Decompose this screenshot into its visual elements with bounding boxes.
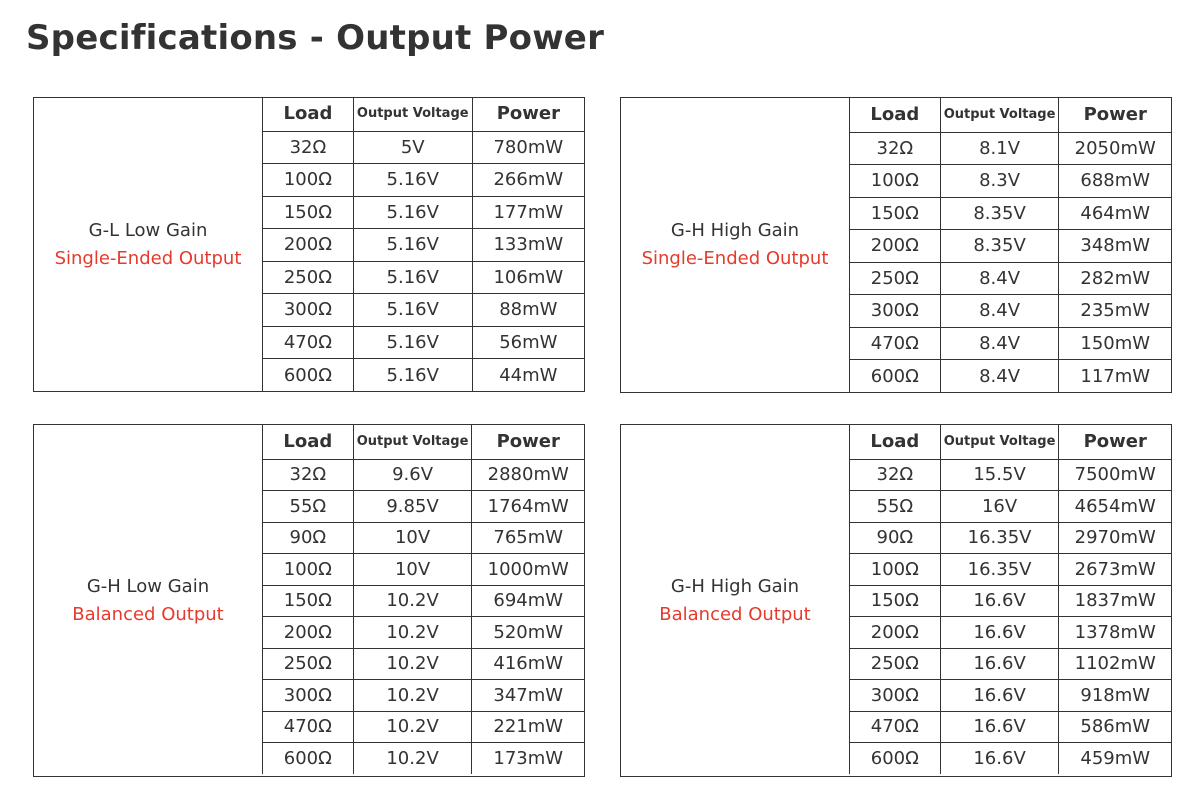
power-cell: 1764mW xyxy=(472,491,584,523)
power-cell: 347mW xyxy=(472,680,584,712)
spec-table xyxy=(262,97,584,391)
table-row xyxy=(263,491,585,523)
load-cell: 300Ω xyxy=(850,680,941,712)
load-cell: 200Ω xyxy=(850,230,941,263)
table-row xyxy=(850,617,1172,649)
voltage-cell: 10.2V xyxy=(353,711,472,743)
load-cell: 300Ω xyxy=(263,294,354,327)
table-row xyxy=(850,197,1172,230)
table-row xyxy=(263,131,585,164)
column-header-output-voltage: Output Voltage xyxy=(940,424,1059,459)
table-header-row xyxy=(263,424,585,459)
table-row xyxy=(850,230,1172,263)
voltage-cell: 16.6V xyxy=(940,680,1059,712)
table-row xyxy=(263,585,585,617)
table-header-row xyxy=(850,424,1172,459)
load-cell: 600Ω xyxy=(850,743,941,775)
spec-panel-gh-low-balanced xyxy=(33,424,585,777)
power-cell: 694mW xyxy=(472,585,584,617)
power-cell: 106mW xyxy=(472,261,584,294)
table-row xyxy=(263,554,585,586)
power-cell: 459mW xyxy=(1059,743,1171,775)
voltage-cell: 10V xyxy=(353,522,472,554)
power-cell: 348mW xyxy=(1059,230,1171,263)
table-row xyxy=(263,229,585,262)
load-cell: 470Ω xyxy=(263,711,354,743)
load-cell: 250Ω xyxy=(263,261,354,294)
load-cell: 55Ω xyxy=(263,491,354,523)
power-cell: 520mW xyxy=(472,617,584,649)
table-row xyxy=(850,360,1172,393)
power-cell: 133mW xyxy=(472,229,584,262)
load-cell: 200Ω xyxy=(263,617,354,649)
spec-panel-gl-low-single-ended xyxy=(33,97,585,392)
table-row xyxy=(263,326,585,359)
voltage-cell: 10.2V xyxy=(353,743,472,775)
power-cell: 1378mW xyxy=(1059,617,1171,649)
table-row xyxy=(850,491,1172,523)
output-type-label: Single-Ended Output xyxy=(54,247,242,269)
voltage-cell: 10.2V xyxy=(353,648,472,680)
load-cell: 600Ω xyxy=(850,360,941,393)
table-row xyxy=(850,459,1172,491)
voltage-cell: 5.16V xyxy=(353,229,472,262)
column-header-power: Power xyxy=(472,424,584,459)
voltage-cell: 8.4V xyxy=(940,262,1059,295)
voltage-cell: 8.35V xyxy=(940,197,1059,230)
voltage-cell: 16.6V xyxy=(940,585,1059,617)
load-cell: 32Ω xyxy=(263,131,354,164)
power-cell: 780mW xyxy=(472,131,584,164)
gain-mode-label: G-H High Gain xyxy=(670,575,800,597)
power-cell: 282mW xyxy=(1059,262,1171,295)
table-row xyxy=(263,522,585,554)
power-cell: 44mW xyxy=(472,359,584,392)
table-row xyxy=(850,711,1172,743)
output-type-label: Single-Ended Output xyxy=(641,248,829,269)
load-cell: 32Ω xyxy=(850,132,941,165)
table-row xyxy=(850,585,1172,617)
power-cell: 2880mW xyxy=(472,459,584,491)
table-row xyxy=(850,522,1172,554)
load-cell: 150Ω xyxy=(850,197,941,230)
gain-mode-label: G-H Low Gain xyxy=(86,575,210,597)
power-cell: 416mW xyxy=(472,648,584,680)
load-cell: 100Ω xyxy=(850,554,941,586)
load-cell: 470Ω xyxy=(850,327,941,360)
table-row xyxy=(850,327,1172,360)
voltage-cell: 16.6V xyxy=(940,617,1059,649)
voltage-cell: 8.35V xyxy=(940,230,1059,263)
voltage-cell: 8.1V xyxy=(940,132,1059,165)
load-cell: 90Ω xyxy=(850,522,941,554)
table-row xyxy=(850,132,1172,165)
power-cell: 173mW xyxy=(472,743,584,775)
power-cell: 918mW xyxy=(1059,680,1171,712)
gain-mode-label: G-H High Gain xyxy=(670,220,800,241)
table-row xyxy=(263,711,585,743)
power-cell: 1000mW xyxy=(472,554,584,586)
table-row xyxy=(850,680,1172,712)
load-cell: 300Ω xyxy=(263,680,354,712)
column-header-output-voltage: Output Voltage xyxy=(940,97,1059,132)
load-cell: 250Ω xyxy=(850,648,941,680)
voltage-cell: 8.4V xyxy=(940,327,1059,360)
table-header-row xyxy=(263,97,585,131)
table-row xyxy=(263,359,585,392)
load-cell: 150Ω xyxy=(263,585,354,617)
table-row xyxy=(850,743,1172,775)
spec-table xyxy=(849,97,1171,392)
voltage-cell: 5.16V xyxy=(353,294,472,327)
load-cell: 470Ω xyxy=(850,711,941,743)
table-row xyxy=(263,164,585,197)
power-cell: 4654mW xyxy=(1059,491,1171,523)
spec-table xyxy=(262,424,584,774)
voltage-cell: 8.4V xyxy=(940,360,1059,393)
table-header-row xyxy=(850,97,1172,132)
voltage-cell: 10.2V xyxy=(353,680,472,712)
output-type-label: Balanced Output xyxy=(659,603,811,625)
voltage-cell: 15.5V xyxy=(940,459,1059,491)
voltage-cell: 16.35V xyxy=(940,522,1059,554)
load-cell: 250Ω xyxy=(263,648,354,680)
table-row xyxy=(850,165,1172,198)
power-cell: 586mW xyxy=(1059,711,1171,743)
voltage-cell: 5V xyxy=(353,131,472,164)
panel-caption xyxy=(621,98,849,392)
column-header-load: Load xyxy=(850,97,941,132)
table-row xyxy=(263,196,585,229)
load-cell: 32Ω xyxy=(850,459,941,491)
table-row xyxy=(850,262,1172,295)
table-row xyxy=(850,554,1172,586)
load-cell: 150Ω xyxy=(850,585,941,617)
voltage-cell: 5.16V xyxy=(353,326,472,359)
load-cell: 32Ω xyxy=(263,459,354,491)
voltage-cell: 8.3V xyxy=(940,165,1059,198)
power-cell: 1837mW xyxy=(1059,585,1171,617)
voltage-cell: 5.16V xyxy=(353,164,472,197)
power-cell: 117mW xyxy=(1059,360,1171,393)
table-row xyxy=(263,459,585,491)
table-row xyxy=(850,648,1172,680)
load-cell: 55Ω xyxy=(850,491,941,523)
power-cell: 688mW xyxy=(1059,165,1171,198)
column-header-output-voltage: Output Voltage xyxy=(353,97,472,131)
column-header-power: Power xyxy=(1059,424,1171,459)
table-row xyxy=(263,261,585,294)
power-cell: 177mW xyxy=(472,196,584,229)
voltage-cell: 10V xyxy=(353,554,472,586)
load-cell: 250Ω xyxy=(850,262,941,295)
load-cell: 300Ω xyxy=(850,295,941,328)
column-header-load: Load xyxy=(263,97,354,131)
spec-panel-gh-high-balanced xyxy=(620,424,1172,777)
table-row xyxy=(263,680,585,712)
voltage-cell: 5.16V xyxy=(353,261,472,294)
table-row xyxy=(263,648,585,680)
power-cell: 235mW xyxy=(1059,295,1171,328)
gain-mode-label: G-L Low Gain xyxy=(88,219,208,241)
output-type-label: Balanced Output xyxy=(72,603,224,625)
voltage-cell: 16.6V xyxy=(940,711,1059,743)
power-cell: 88mW xyxy=(472,294,584,327)
power-cell: 7500mW xyxy=(1059,459,1171,491)
voltage-cell: 9.6V xyxy=(353,459,472,491)
column-header-load: Load xyxy=(263,424,354,459)
column-header-power: Power xyxy=(1059,97,1171,132)
power-cell: 464mW xyxy=(1059,197,1171,230)
column-header-load: Load xyxy=(850,424,941,459)
power-cell: 56mW xyxy=(472,326,584,359)
power-cell: 2050mW xyxy=(1059,132,1171,165)
voltage-cell: 10.2V xyxy=(353,617,472,649)
voltage-cell: 16.6V xyxy=(940,743,1059,775)
load-cell: 200Ω xyxy=(850,617,941,649)
load-cell: 470Ω xyxy=(263,326,354,359)
voltage-cell: 16.6V xyxy=(940,648,1059,680)
column-header-power: Power xyxy=(472,97,584,131)
voltage-cell: 10.2V xyxy=(353,585,472,617)
voltage-cell: 5.16V xyxy=(353,196,472,229)
table-row xyxy=(850,295,1172,328)
power-cell: 2673mW xyxy=(1059,554,1171,586)
load-cell: 100Ω xyxy=(263,554,354,586)
panel-caption xyxy=(621,425,849,776)
spec-panel-gh-high-single-ended xyxy=(620,97,1172,393)
table-row xyxy=(263,294,585,327)
load-cell: 200Ω xyxy=(263,229,354,262)
voltage-cell: 9.85V xyxy=(353,491,472,523)
load-cell: 100Ω xyxy=(850,165,941,198)
power-cell: 1102mW xyxy=(1059,648,1171,680)
spec-table xyxy=(849,424,1171,774)
power-cell: 150mW xyxy=(1059,327,1171,360)
voltage-cell: 16.35V xyxy=(940,554,1059,586)
power-cell: 221mW xyxy=(472,711,584,743)
panel-caption xyxy=(34,425,262,776)
table-row xyxy=(263,617,585,649)
load-cell: 90Ω xyxy=(263,522,354,554)
page-title: Specifications - Output Power xyxy=(26,18,605,58)
power-cell: 765mW xyxy=(472,522,584,554)
voltage-cell: 5.16V xyxy=(353,359,472,392)
load-cell: 150Ω xyxy=(263,196,354,229)
panel-caption xyxy=(34,98,262,391)
load-cell: 100Ω xyxy=(263,164,354,197)
table-row xyxy=(263,743,585,775)
power-cell: 2970mW xyxy=(1059,522,1171,554)
voltage-cell: 16V xyxy=(940,491,1059,523)
load-cell: 600Ω xyxy=(263,743,354,775)
voltage-cell: 8.4V xyxy=(940,295,1059,328)
column-header-output-voltage: Output Voltage xyxy=(353,424,472,459)
load-cell: 600Ω xyxy=(263,359,354,392)
power-cell: 266mW xyxy=(472,164,584,197)
